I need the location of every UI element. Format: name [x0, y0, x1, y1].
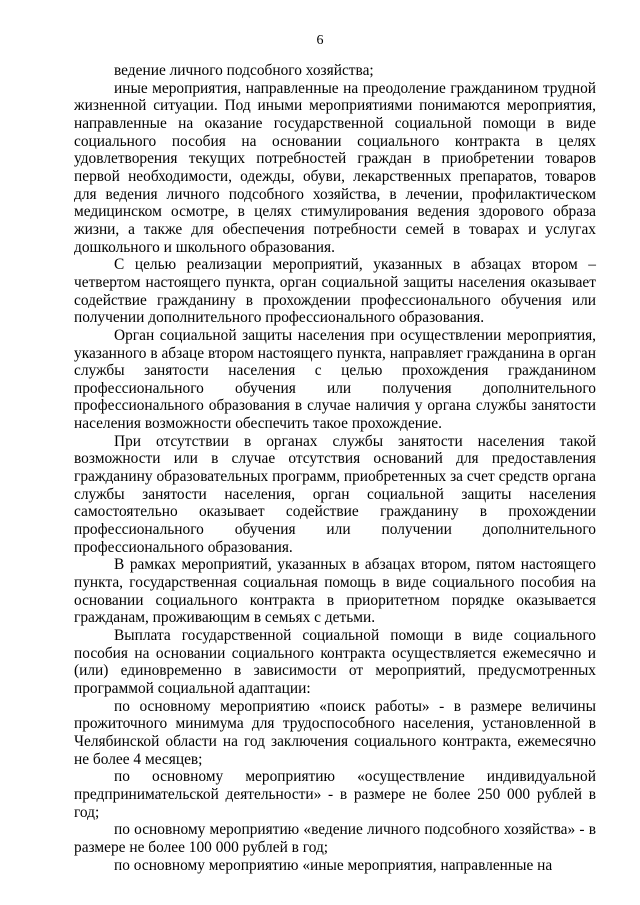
paragraph: по основному мероприятию «поиск работы» - в размере величины прожиточного минимума для трудоспособного населения, установленной в Челябинской области на год заключения социального контракта, ежемесячно не более 4 месяцев; — [74, 697, 596, 768]
paragraph: по основному мероприятию «иные мероприятия, направленные на — [114, 856, 553, 874]
paragraph: При отсутствии в органах службы занятости населения такой возможности или в случае отсутствия оснований для предоставления гражданину образовательных программ, приобретенных за счет средств органа службы занятости населения, орган социальной защиты населения самостоятельно оказывает содействие гражданину в прохождении профессионального обучения или получении дополнительного профессионального образования. — [74, 432, 596, 556]
paragraph: по основному мероприятию «ведение личного подсобного хозяйства» - в размере не более 100 000 рублей в год; — [74, 821, 596, 856]
paragraph: по основному мероприятию «осуществление индивидуальной предпринимательской деятельности» - в размере не более 250 000 рублей в год; — [74, 768, 596, 821]
paragraph: В рамках мероприятий, указанных в абзацах втором, пятом настоящего пункта, государственная социальная помощь в виде социального пособия на основании социального контракта в приоритетном порядке оказывается гражданам, проживающим в семьях с детьми. — [74, 556, 596, 627]
paragraph: ведение личного подсобного хозяйства; — [114, 62, 374, 79]
page-number: 6 — [316, 33, 324, 48]
paragraph: С целью реализации мероприятий, указанных в абзацах втором – четвертом настоящего пункта, орган социальной защиты населения оказывает содействие гражданину в прохождении профессионального обучения или получении дополнительного профессионального образования. — [74, 256, 596, 327]
document-body — [74, 62, 596, 874]
paragraph: иные мероприятия, направленные на преодоление гражданином трудной жизненной ситуации. Под иными мероприятиями понимаются мероприятия, направленные на оказание государственной социальной помощи в виде социального пособия на основании социального контракта в целях удовлетворения текущих потребностей граждан в приобретении товаров первой необходимости, одежды, обуви, лекарственных препаратов, товаров для ведения личного подсобного хозяйства, в лечении, профилактическом медицинском осмотре, в целях стимулирования ведения здорового образа жизни, а также для обеспечения потребности семей в товарах и услугах дошкольного и школьного образования. — [74, 79, 596, 256]
paragraph: Орган социальной защиты населения при осуществлении мероприятия, указанного в абзаце втором настоящего пункта, направляет гражданина в орган службы занятости населения с целью прохождения гражданином профессионального обучения или получения дополнительного профессионального образования в случае наличия у органа службы занятости населения возможности обеспечить такое прохождение. — [74, 326, 596, 433]
paragraph: Выплата государственной социальной помощи в виде социального пособия на основании социального контракта осуществляется ежемесячно и (или) единовременно в зависимости от мероприятий, предусмотренных программой социальной адаптации: — [74, 627, 596, 697]
